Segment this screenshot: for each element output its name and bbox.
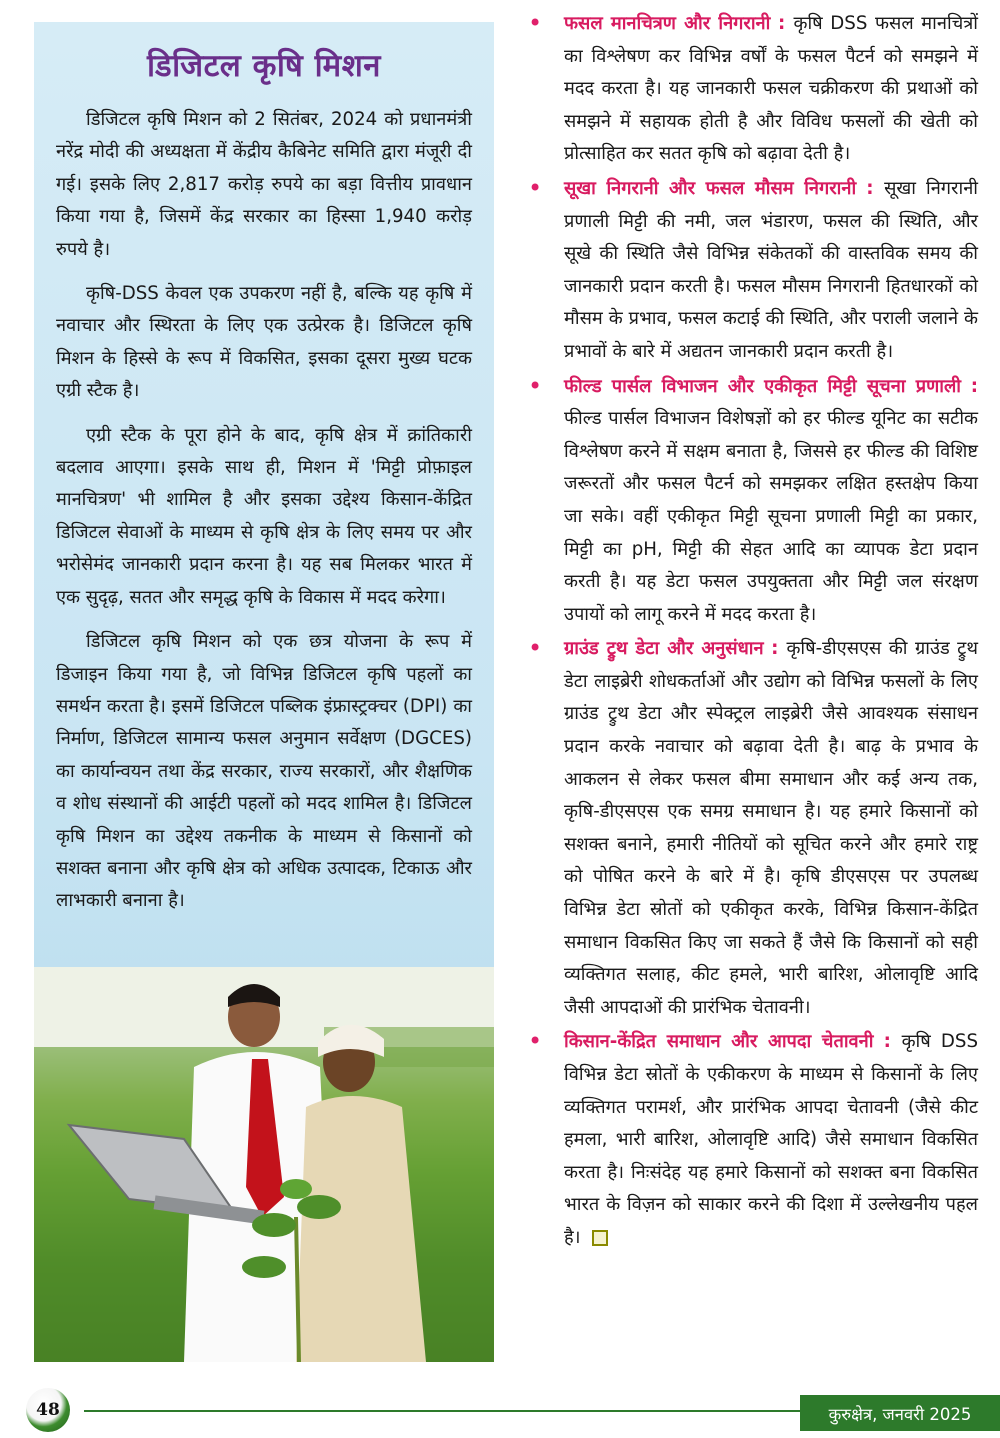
list-item: [522, 633, 978, 1024]
item-text: कृषि DSS फसल मानचित्रों का विश्लेषण कर विभिन्न वर्षों के फसल पैटर्न को समझने में मदद करता है। यह जानकारी फसल चक्रीकरण की प्रथाओं को समझने में सहायक होती है और विविध फसलों की खेती को प्रोत्साहित कर सतत कृषि को बढ़ावा देती है।: [564, 13, 979, 165]
box-paragraph: डिजिटल कृषि मिशन को 2 सितंबर, 2024 को प्रधानमंत्री नरेंद्र मोदी की अध्यक्षता में केंद्रीय कैबिनेट समिति द्वारा मंजूरी दी गई। इसके लिए 2,817 करोड़ रुपये का बड़ा वित्तीय प्रावधान किया गया है, जिसमें केंद्र सरकार का हिस्सा 1,940 करोड़ रुपये है।: [56, 109, 472, 260]
item-heading: सूखा निगरानी और फसल मौसम निगरानी: [564, 177, 857, 199]
bullet-icon: •: [528, 371, 543, 400]
bullet-icon: •: [528, 9, 543, 37]
list-item: [522, 173, 978, 369]
heading-separator: :: [866, 177, 885, 199]
magazine-issue-label: कुरुक्षेत्र, जनवरी 2025: [800, 1395, 1000, 1431]
item-text: फील्ड पार्सल विभाजन विशेषज्ञों को हर फील्ड यूनिट का सटीक विश्लेषण करने में सक्षम बनाता है, जिससे हर फील्ड की विशिष्ट जरूरतों और फसल पैटर्न को समझकर लक्षित हस्तक्षेप किया जा सके। वहीं एकीकृत मिट्टी सूचना प्रणाली मिट्टी का प्रकार, मिट्टी का pH, मिट्टी की सेहत आदि का व्यापक डेटा प्रदान करती है। यह डेटा फसल उपयुक्तता और मिट्टी जल संरक्षण उपायों को लागू करने में मदद करता है।: [564, 408, 978, 625]
end-of-article-icon: [592, 1230, 608, 1246]
item-text: कृषि-डीएसएस की ग्राउंड ट्रुथ डेटा लाइब्रेरी शोधकर्ताओं और उद्योग को विभिन्न फसलों के लिए ग्राउंड ट्रुथ डेटा और स्पेक्ट्रल लाइब्रेरी जैसे आवश्यक संसाधन प्रदान करके नवाचार को बढ़ावा देती है। बाढ़ के प्रभाव के आकलन से लेकर फसल बीमा समाधान और कई अन्य तक, कृषि-डीएसएस एक समग्र समाधान है। यह हमारे किसानों को सशक्त बनाने, हमारी नीतियों को सूचित करने और हमारे राष्ट्र को पोषित करने के बारे में है। कृषि डीएसएस पर उपलब्ध विभिन्न डेटा स्रोतों को एकीकृत करके, विभिन्न किसान-केंद्रित समाधान विकसित किए जा सकते हैं जैसे कि किसानों को सही व्यक्तिगत सलाह, कीट हमले, भारी बारिश, ओलावृष्टि आदि जैसी आपदाओं की प्रारंभिक चेतावनी।: [564, 638, 978, 1018]
item-heading: किसान-केंद्रित समाधान और आपदा चेतावनी: [564, 1031, 874, 1053]
footer-rule: [84, 1410, 800, 1412]
bullet-icon: •: [528, 173, 543, 202]
box-paragraph: एग्री स्टैक के पूरा होने के बाद, कृषि क्षेत्र में क्रांतिकारी बदलाव आएगा। इसके साथ ही, मिशन में 'मिट्टी प्रोफ़ाइल मानचित्रण' भी शामिल है और इसका उद्देश्य किसान-केंद्रित डिजिटल सेवाओं के माध्यम से कृषि क्षेत्र के लिए समय पर और भरोसेमंद जानकारी प्रदान करना है। यह सब मिलकर भारत में एक सुदृढ़, सतत और समृद्ध कृषि के विकास में मदद करेगा।: [56, 424, 472, 608]
bullet-icon: •: [528, 634, 543, 663]
main-column: [522, 8, 978, 1257]
list-item: [522, 371, 978, 632]
item-text: कृषि DSS विभिन्न डेटा स्रोतों के एकीकरण के माध्यम से किसानों के लिए व्यक्तिगत परामर्श, और प्रारंभिक आपदा चेतावनी (जैसे कीट हमला, भारी बारिश, ओलावृष्टि आदि) जैसे समाधान विकसित करता है। निःसंदेह यह हमारे किसानों को सशक्त बना विकसित भारत के विज़न को साकार करने की दिशा में उल्लेखनीय पहल है।: [564, 1031, 978, 1248]
farmers-photo: [34, 967, 494, 1362]
heading-separator: :: [970, 375, 978, 397]
item-heading: फसल मानचित्रण और निगरानी: [564, 13, 771, 34]
heading-separator: :: [883, 1031, 902, 1053]
item-text: सूखा निगरानी प्रणाली मिट्टी की नमी, जल भंडारण, फसल की स्थिति, और सूखे की स्थिति जैसे विभिन्न संकेतकों की वास्तविक समय की जानकारी प्रदान करती है। फसल मौसम निगरानी हितधारकों को मौसम के प्रभाव, फसल कटाई की स्थिति, और पराली जलाने के प्रभावों के बारे में अद्यतन जानकारी प्रदान करती है।: [564, 177, 978, 362]
page-number: 48: [26, 1388, 70, 1432]
list-item: [522, 1026, 978, 1254]
box-paragraph: कृषि-DSS केवल एक उपकरण नहीं है, बल्कि यह कृषि में नवाचार और स्थिरता के लिए एक उत्प्रेरक है। डिजिटल कृषि मिशन के हिस्से के रूप में विकसित, इसका दूसरा मुख्य घटक एग्री स्टैक है।: [56, 283, 472, 402]
farmers-illustration: [34, 967, 494, 1362]
list-item: [522, 8, 978, 171]
heading-separator: :: [778, 13, 794, 34]
heading-separator: :: [771, 638, 787, 660]
item-heading: फील्ड पार्सल विभाजन और एकीकृत मिट्टी सूचना प्रणाली: [564, 375, 962, 397]
box-paragraph: डिजिटल कृषि मिशन को एक छत्र योजना के रूप में डिजाइन किया गया है, जो विभिन्न डिजिटल कृषि पहलों का समर्थन करता है। इसमें डिजिटल पब्लिक इंफ्रास्ट्रक्चर (DPI) का निर्माण, डिजिटल सामान्य फसल अनुमान सर्वेक्षण (DGCES) का कार्यान्वयन तथा केंद्र सरकार, राज्य सरकारों, और शैक्षणिक व शोध संस्थानों की आईटी पहलों को मदद शामिल है। डिजिटल कृषि मिशन का उद्देश्य तकनीक के माध्यम से किसानों को सशक्त बनाना और कृषि क्षेत्र को अधिक उत्पादक, टिकाऊ और लाभकारी बनाना है।: [56, 631, 472, 912]
item-heading: ग्राउंड ट्रुथ डेटा और अनुसंधान: [564, 638, 764, 660]
info-box: [34, 22, 494, 1362]
box-title: डिजिटल कृषि मिशन: [147, 48, 381, 84]
bullet-icon: •: [528, 1027, 543, 1056]
